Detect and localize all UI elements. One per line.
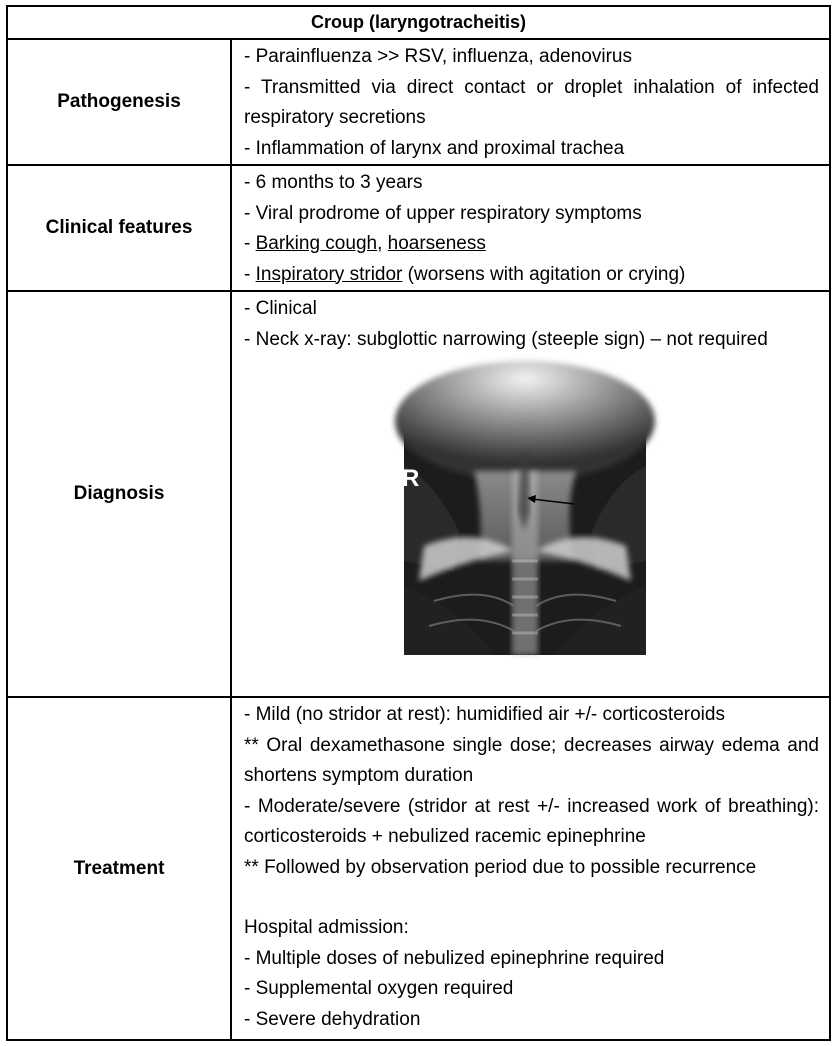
admission-heading: Hospital admission: — [244, 917, 409, 938]
label-diagnosis: Diagnosis — [8, 292, 232, 696]
spacer — [244, 883, 819, 913]
label-treatment: Treatment — [8, 698, 232, 1039]
admission-item: - Supplemental oxygen required — [244, 978, 514, 999]
diagnosis-line: - Neck x-ray: subglottic narrowing (steeple sign) – not required — [244, 328, 768, 350]
barking-cough-text: Barking cough — [255, 233, 378, 254]
inspiratory-stridor-text: Inspiratory stridor — [255, 263, 403, 285]
admission-item: - Multiple doses of nebulized epinephrine required — [244, 947, 665, 969]
clinical-line — [244, 229, 819, 260]
content-clinical-features — [244, 168, 819, 290]
row-clinical-features — [8, 166, 829, 292]
xray-side-marker: R — [402, 465, 420, 492]
table-title: Croup (laryngotracheitis) — [8, 7, 829, 40]
treatment-line: ** Followed by observation period due to possible recurrence — [244, 856, 757, 878]
treatment-line: ** Oral dexamethasone single dose; decreases airway edema and shortens symptom duration — [244, 734, 819, 786]
clinical-line: - Viral prodrome of upper respiratory symptoms — [244, 202, 642, 224]
clinical-prefix: - — [244, 233, 256, 254]
clinical-prefix: - — [244, 263, 256, 285]
treatment-line: - Mild (no stridor at rest): humidified air +/- corticosteroids — [244, 704, 725, 725]
label-clinical-features: Clinical features — [8, 166, 232, 290]
content-pathogenesis — [244, 42, 819, 164]
row-pathogenesis — [8, 40, 829, 166]
pathogenesis-line: - Parainfluenza >> RSV, influenza, adenovirus — [244, 46, 632, 67]
diagnosis-line: - Clinical — [244, 298, 317, 319]
clinical-line: - 6 months to 3 years — [244, 172, 423, 193]
neck-xray-image — [404, 411, 646, 655]
content-diagnosis — [244, 294, 819, 355]
pathogenesis-line: - Transmitted via direct contact or droplet inhalation of infected respiratory secretions — [244, 76, 819, 128]
row-treatment — [8, 698, 829, 1039]
hoarseness-text: hoarseness — [387, 233, 486, 254]
clinical-line — [244, 260, 819, 291]
admission-item: - Severe dehydration — [244, 1008, 421, 1030]
pathogenesis-line: - Inflammation of larynx and proximal trachea — [244, 137, 625, 159]
content-treatment — [244, 700, 819, 1035]
stridor-detail-text: (worsens with agitation or crying) — [402, 263, 686, 285]
comma-text: , — [377, 233, 388, 254]
treatment-line: - Moderate/severe (stridor at rest +/- increased work of breathing): corticosteroids + nebulized racemic epinephrine — [244, 795, 819, 847]
label-pathogenesis: Pathogenesis — [8, 40, 232, 164]
